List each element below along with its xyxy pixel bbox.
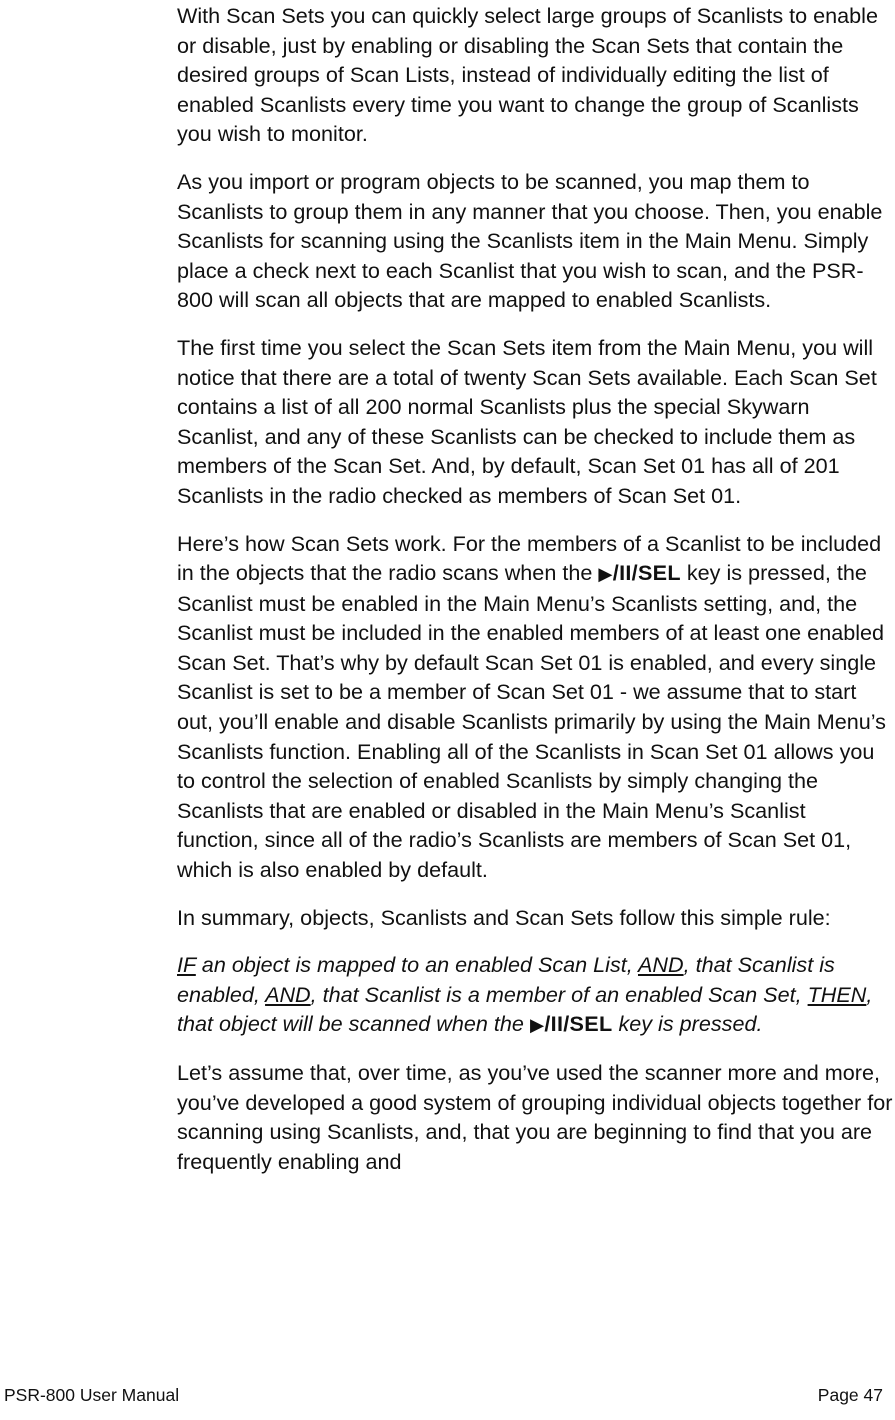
rule-and-2: AND <box>265 981 311 1007</box>
play-triangle-icon: ▶ <box>598 563 613 585</box>
rule-part-1: an object is mapped to an enabled Scan List, <box>195 952 638 978</box>
rule-part-3: , that Scanlist is a member of an enabled Scan Set, <box>310 981 808 1007</box>
rule-if: IF <box>177 952 196 978</box>
footer-manual-title: PSR-800 User Manual <box>4 1385 180 1405</box>
key-label-text: /II/SEL <box>612 560 681 586</box>
body-text <box>177 0 893 1194</box>
play-pause-sel-key <box>530 1011 613 1036</box>
paragraph-summary: In summary, objects, Scanlists and Scan Sets follow this simple rule: <box>177 904 831 930</box>
footer-page-number: Page 47 <box>817 1385 883 1405</box>
paragraph-lets-assume: Let’s assume that, over time, as you’ve used the scanner more and more, you’ve developed a good system of grouping individual objects together for scanning using Scanlists, and, that you are beginning to find that you are frequently enabling and <box>177 1060 893 1174</box>
paragraph-text-end: key is pressed, the Scanlist must be enabled in the Main Menu’s Scanlists setting, and, the Scanlist must be included in the enabled members of at least one enabled Scan Set. That’s why by default Scan Set 01 is enabled, and every single Scanlist is set to be a member of Scan Set 01 - we assume that to start out, you’ll enable and disable Scanlists primarily by using the Main Menu’s Scanlists function. Enabling all of the Scanlists in Scan Set 01 allows you to control the selection of enabled Scanlists by simply changing the Scanlists that are enabled or disabled in the Main Menu’s Scanlist function, since all of the radio’s Scanlists are members of Scan Set 01, which is also enabled by default. <box>177 560 886 883</box>
rule-part-4: , that object will be scanned when the <box>177 981 873 1037</box>
rule-part-5: key is pressed. <box>612 1011 763 1037</box>
rule-part-2: , that Scanlist is enabled, <box>177 952 835 1007</box>
paragraph-import-objects: As you import or program objects to be scanned, you map them to Scanlists to group them in any manner that you choose. Then, you enable Scanlists for scanning using the Scanlists item in the Main Menu. Simply place a check next to each Scanlist that you wish to scan, and the PSR-800 will scan all objects that are mapped to enabled Scanlists. <box>177 168 883 313</box>
scan-rule <box>177 950 893 1040</box>
play-pause-sel-key <box>598 560 681 585</box>
rule-and-1: AND <box>637 952 684 978</box>
paragraph-how-scan-sets-work <box>177 529 893 885</box>
key-label-text: /II/SEL <box>544 1011 613 1037</box>
paragraph-scan-sets-intro: With Scan Sets you can quickly select large groups of Scanlists to enable or disable, just by enabling or disabling the Scan Sets that contain the desired groups of Scan Lists, instead of individually editing the list of enabled Scanlists every time you want to change the group of Scanlists you wish to monitor. <box>177 3 878 147</box>
paragraph-text-start: Here’s how Scan Sets work. For the members of a Scanlist to be included in the objects that the radio scans when the <box>177 530 882 586</box>
play-triangle-icon: ▶ <box>529 1014 545 1036</box>
rule-then: THEN <box>807 981 867 1007</box>
paragraph-first-time: The first time you select the Scan Sets item from the Main Menu, you will notice that there are a total of twenty Scan Sets available. Each Scan Set contains a list of all 200 normal Scanlists plus the special Skywarn Scanlist, and any of these Scanlists can be checked to include them as members of the Scan Set. And, by default, Scan Set 01 has all of 201 Scanlists in the radio checked as members of Scan Set 01. <box>177 334 877 508</box>
